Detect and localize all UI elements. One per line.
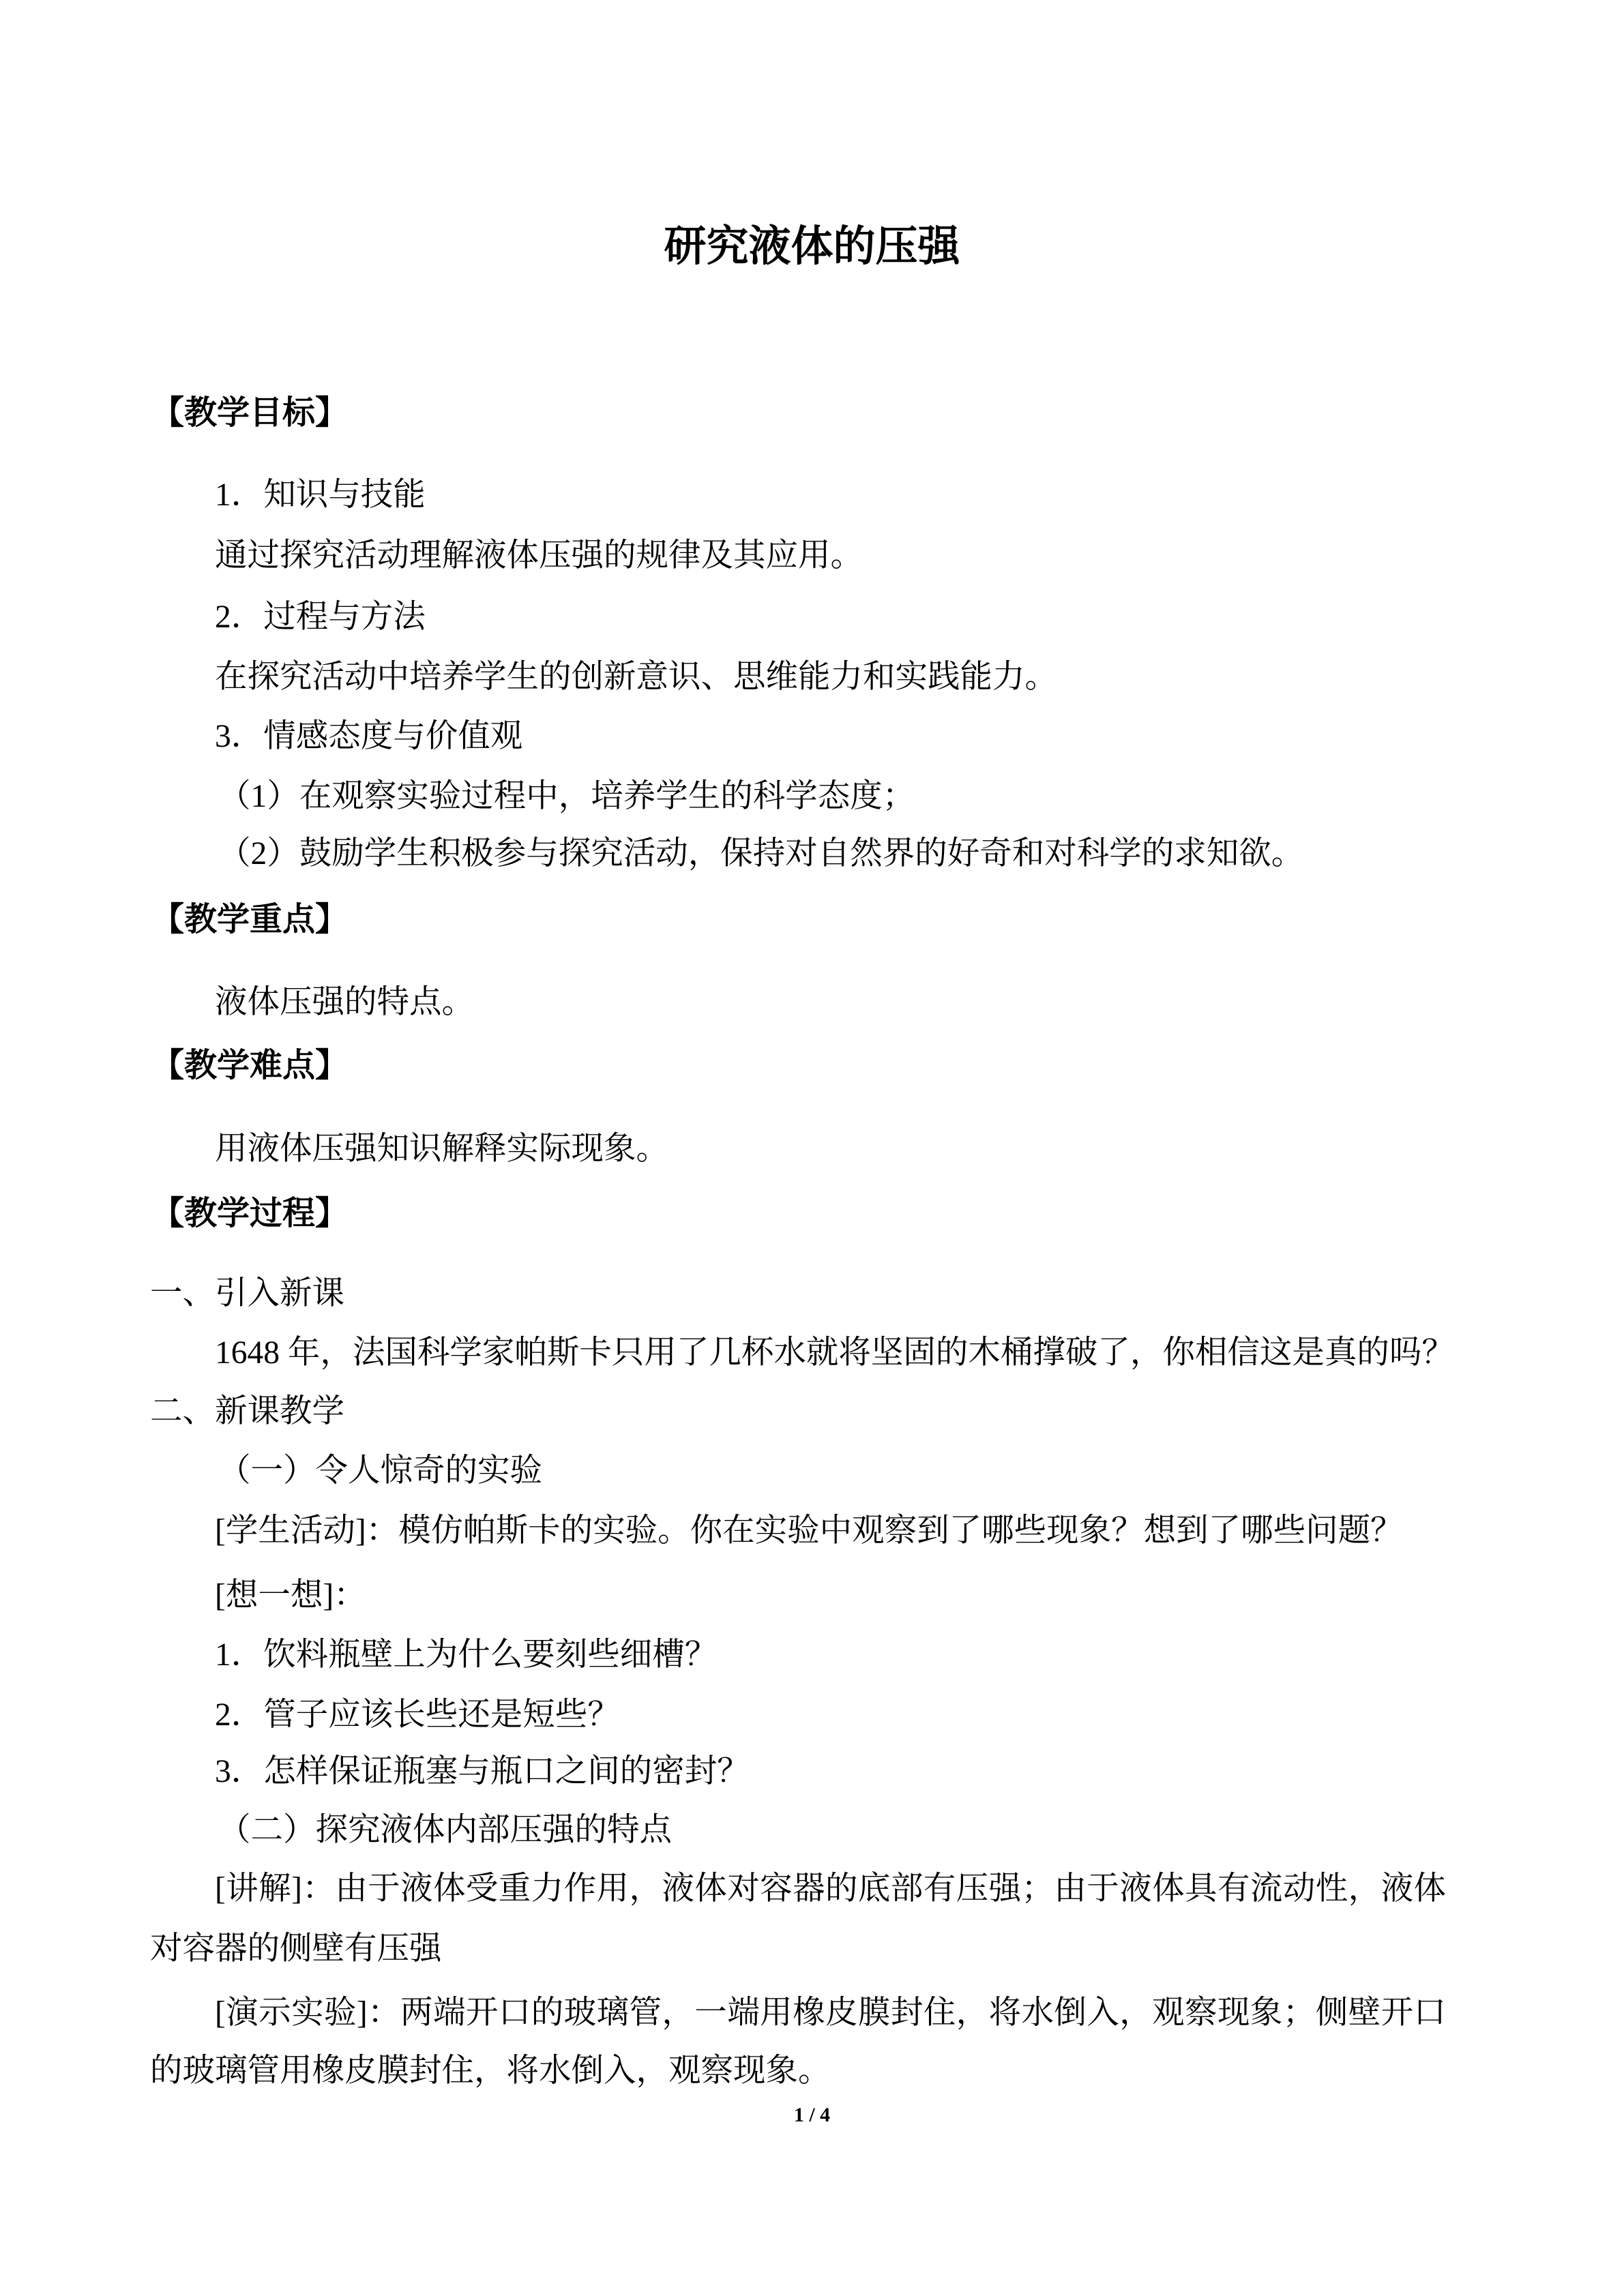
objective-subitem-2: （2）鼓励学生积极参与探究活动，保持对自然界的好奇和对科学的求知欲。 xyxy=(218,836,1304,871)
process-question-2: 2．管子应该长些还是短些？ xyxy=(215,1697,620,1733)
process-subsection-inner-pressure: （二）探究液体内部压强的特点 xyxy=(218,1813,672,1848)
objective-item-attitude-values: 3．情感态度与价值观 xyxy=(215,719,523,754)
process-question-3: 3．怎样保证瓶塞与瓶口之间的密封？ xyxy=(215,1754,750,1789)
process-intro-text: 1648 年，法国科学家帕斯卡只用了几杯水就将坚固的木桶撑破了，你相信这是真的吗？ xyxy=(215,1335,1454,1371)
process-explanation-line-2: 对容器的侧壁有压强 xyxy=(150,1931,442,1967)
process-subsection-experiment: （一）令人惊奇的实验 xyxy=(218,1453,542,1489)
process-explanation-line-1: [讲解]：由于液体受重力作用，液体对容器的底部有压强；由于液体具有流动性，液体 xyxy=(215,1871,1446,1907)
process-demo-line-2: 的玻璃管用橡皮膜封住，将水倒入，观察现象。 xyxy=(150,2053,831,2089)
process-section-intro: 一、引入新课 xyxy=(150,1276,344,1311)
process-think-label: [想一想]： xyxy=(215,1578,366,1613)
objective-item-process-method: 2．过程与方法 xyxy=(215,599,426,635)
objective-text-process-method: 在探究活动中培养学生的创新意识、思维能力和实践能力。 xyxy=(215,659,1057,695)
key-points-text: 液体压强的特点。 xyxy=(215,985,474,1020)
process-demo-line-1: [演示实验]：两端开口的玻璃管，一端用橡皮膜封住，将水倒入，观察现象；侧壁开口 xyxy=(215,1995,1446,2031)
heading-teaching-objectives: 【教学目标】 xyxy=(151,393,349,432)
difficulties-text: 用液体压强知识解释实际现象。 xyxy=(215,1131,668,1167)
process-student-activity: [学生活动]：模仿帕斯卡的实验。你在实验中观察到了哪些现象？想到了哪些问题？ xyxy=(215,1513,1403,1549)
heading-key-points: 【教学重点】 xyxy=(151,900,349,938)
process-question-1: 1．饮料瓶壁上为什么要刻些细槽？ xyxy=(215,1637,718,1673)
page-number: 1 / 4 xyxy=(793,2104,831,2126)
objective-text-knowledge-skills: 通过探究活动理解液体压强的规律及其应用。 xyxy=(215,538,863,573)
objective-item-knowledge-skills: 1．知识与技能 xyxy=(215,477,426,513)
document-title: 研究液体的压强 xyxy=(664,221,960,271)
process-section-new-lesson: 二、新课教学 xyxy=(150,1394,344,1429)
objective-subitem-1: （1）在观察实验过程中，培养学生的科学态度； xyxy=(218,779,915,814)
heading-difficulties: 【教学难点】 xyxy=(151,1046,349,1084)
heading-teaching-process: 【教学过程】 xyxy=(151,1194,349,1232)
